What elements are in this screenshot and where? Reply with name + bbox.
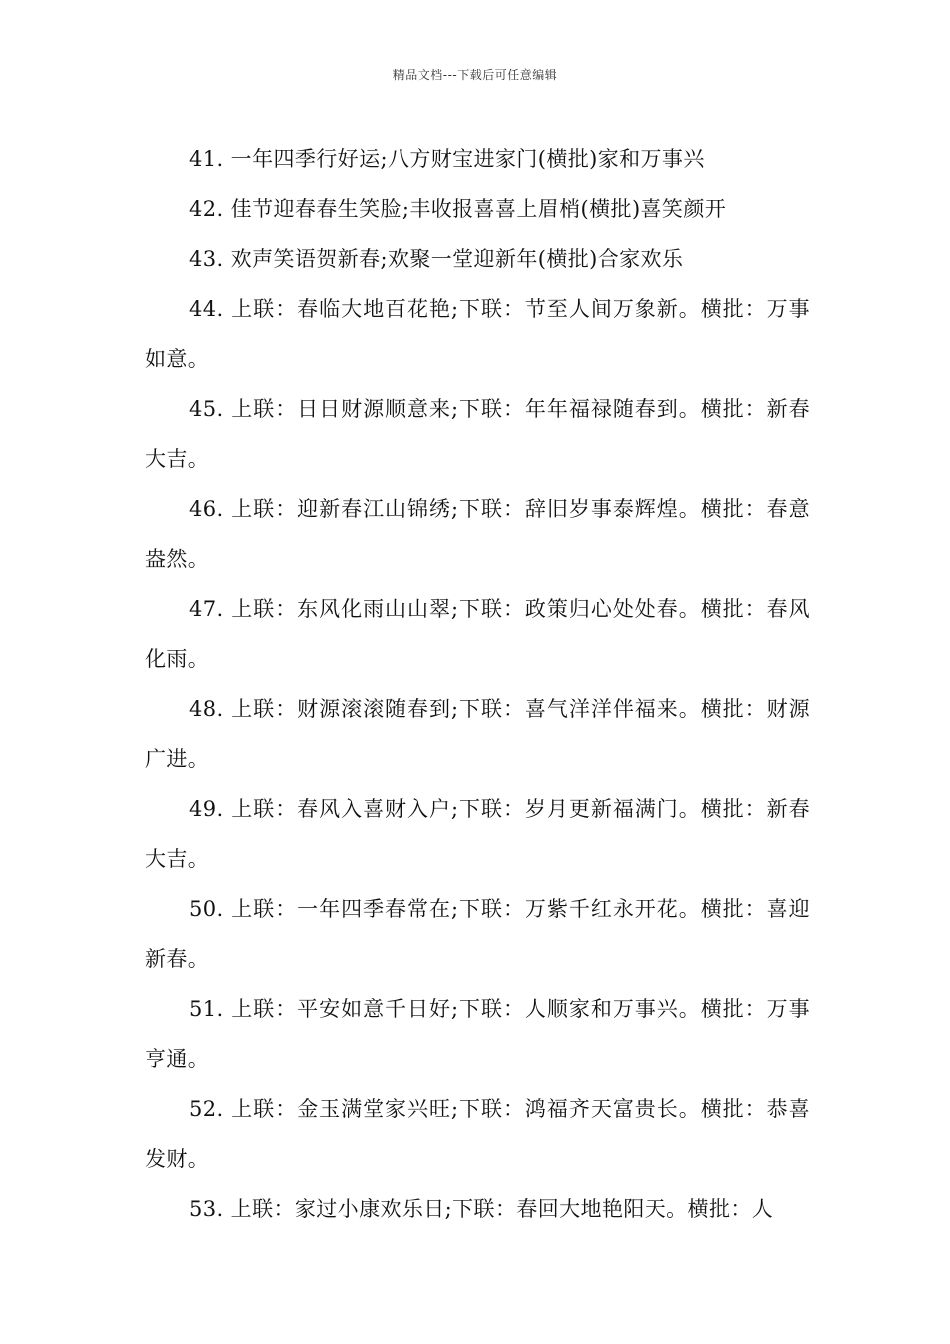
couplet-52: 52. 上联：金玉满堂家兴旺;下联：鸿福齐天富贵长。横批：恭喜发财。 bbox=[145, 1097, 810, 1171]
couplet-43: 43. 欢声笑语贺新春;欢聚一堂迎新年(横批)合家欢乐 bbox=[189, 247, 684, 271]
couplet-42: 42. 佳节迎春春生笑脸;丰收报喜喜上眉梢(横批)喜笑颜开 bbox=[189, 197, 727, 221]
page-header: 精品文档---下载后可任意编辑 bbox=[392, 68, 558, 82]
couplet-51: 51. 上联：平安如意千日好;下联：人顺家和万事兴。横批：万事亨通。 bbox=[145, 997, 810, 1071]
couplet-41: 41. 一年四季行好运;八方财宝进家门(横批)家和万事兴 bbox=[189, 147, 705, 171]
couplet-48: 48. 上联：财源滚滚随春到;下联：喜气洋洋伴福来。横批：财源广进。 bbox=[145, 697, 810, 771]
couplet-46: 46. 上联：迎新春江山锦绣;下联：辞旧岁事泰辉煌。横批：春意盎然。 bbox=[145, 497, 810, 571]
couplet-53: 53. 上联：家过小康欢乐日;下联：春回大地艳阳天。横批：人 bbox=[189, 1197, 774, 1221]
couplet-50: 50. 上联：一年四季春常在;下联：万紫千红永开花。横批：喜迎新春。 bbox=[145, 897, 810, 971]
couplet-45: 45. 上联：日日财源顺意来;下联：年年福禄随春到。横批：新春大吉。 bbox=[145, 397, 810, 471]
couplet-44: 44. 上联：春临大地百花艳;下联：节至人间万象新。横批：万事如意。 bbox=[145, 297, 810, 371]
couplet-47: 47. 上联：东风化雨山山翠;下联：政策归心处处春。横批：春风化雨。 bbox=[145, 597, 810, 671]
document-body bbox=[145, 134, 810, 1234]
couplet-49: 49. 上联：春风入喜财入户;下联：岁月更新福满门。横批：新春大吉。 bbox=[145, 797, 810, 871]
